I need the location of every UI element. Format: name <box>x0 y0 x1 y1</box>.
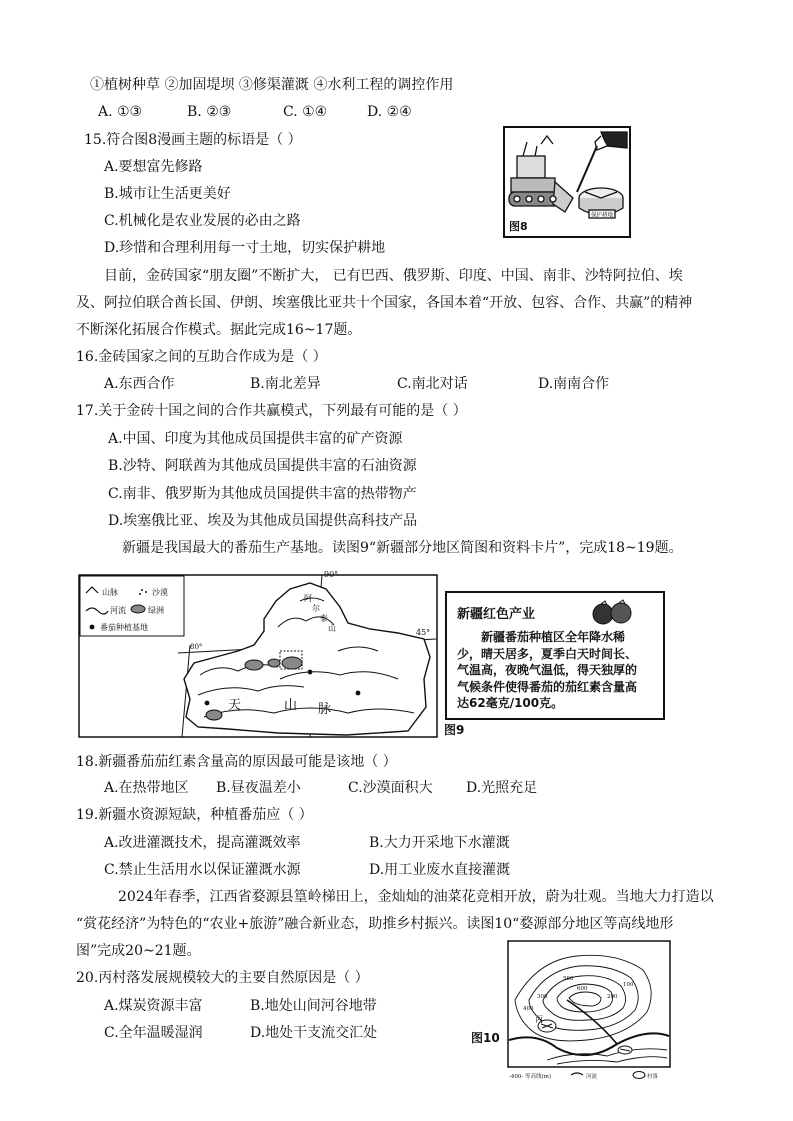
mountain-label-1: 天 <box>228 698 242 713</box>
lat-45-label: 45° <box>416 628 431 637</box>
q18-option-d: D.光照充足 <box>466 780 538 796</box>
legend-village: 村落 <box>647 1074 659 1080</box>
card-line-3: 气温高，夜晚气温低，得天独厚的 <box>457 663 638 677</box>
contour-label-200: 200 <box>607 994 618 1000</box>
q18-stem: 18.新疆番茄茄红素含量高的原因最可能是该地（ ） <box>76 754 397 770</box>
contour-label-600: 600 <box>577 986 588 992</box>
passage-wuyuan-line-3: 图”完成20~21题。 <box>76 943 201 959</box>
q20-option-d: D.地处干支流交汇处 <box>250 1025 378 1041</box>
q14-option-d: D. ②④ <box>367 104 412 120</box>
passage-wuyuan-line-2: “赏花经济”为特色的“农业+旅游”融合新业态，助推乡村振兴。读图10“婺源部分地区等高线地形 <box>76 916 674 932</box>
q15-option-c: C.机械化是农业发展的必由之路 <box>104 213 301 229</box>
figure-8-label: 图8 <box>509 220 528 233</box>
q16-option-d: D.南南合作 <box>538 376 610 392</box>
legend-oasis-icon <box>131 605 145 613</box>
q16-option-a: A.东西合作 <box>104 376 175 392</box>
altai-label-4: 山 <box>328 624 336 633</box>
legend-river-icon <box>571 1073 583 1075</box>
figure-9-info-card <box>445 591 665 720</box>
legend-oasis: 绿洲 <box>148 606 164 615</box>
q20-option-b: B.地处山间河谷地带 <box>250 998 377 1014</box>
tomato-base-dot-2 <box>356 691 361 696</box>
passage-xinjiang: 新疆是我国最大的番茄生产基地。读图9“新疆部分地区简图和资料卡片”，完成18~19题。 <box>122 540 683 556</box>
oasis-1 <box>245 660 263 670</box>
passage-brics-line-2: 及、阿拉伯联合酋长国、伊朗、埃塞俄比亚共十个国家，各国本着“开放、包容、合作、共赢”的精神 <box>76 295 693 311</box>
q16-stem: 16.金砖国家之间的互助合作成为是（ ） <box>76 349 327 365</box>
oasis-2 <box>268 659 280 667</box>
q19-option-c: C.禁止生活用水以保证灌溉水源 <box>104 862 301 878</box>
q16-option-c: C.南北对话 <box>397 376 468 392</box>
tomato-icon <box>587 599 637 625</box>
legend-tomato-icon <box>90 625 95 630</box>
q20-stem: 20.丙村落发展规模较大的主要自然原因是（ ） <box>76 970 369 986</box>
lon-80-label: 80° <box>190 643 203 651</box>
q14-stem: ①植树种草 ②加固堤坝 ③修渠灌溉 ④水利工程的调控作用 <box>90 77 454 93</box>
card-line-1: 新疆番茄种植区全年降水稀 <box>481 630 626 644</box>
q20-option-c: C.全年温暖湿润 <box>104 1025 203 1041</box>
figure-9-label: 图9 <box>444 723 465 737</box>
figure-8-sign: 保护耕地 <box>590 212 614 219</box>
q14-option-c: C. ①④ <box>283 104 328 120</box>
oasis-3 <box>282 657 302 669</box>
q20-option-a: A.煤炭资源丰富 <box>104 998 203 1014</box>
q18-option-c: C.沙漠面积大 <box>348 780 433 796</box>
mountain-label-2: 山 <box>284 698 298 713</box>
passage-brics-line-3: 不断深化拓展合作模式。据此完成16~17题。 <box>76 322 362 338</box>
map-legend <box>80 576 184 636</box>
q17-option-d: D.埃塞俄比亚、埃及为其他成员国提供高科技产品 <box>108 513 418 529</box>
card-line-4: 气候条件使得番茄的茄红素含量高 <box>457 679 638 694</box>
legend-river: 河流 <box>110 606 126 615</box>
q16-option-b: B.南北差异 <box>250 376 321 392</box>
legend-river-10: 河流 <box>586 1074 598 1080</box>
figure-9-map <box>78 567 438 739</box>
legend-desert: 沙漠 <box>152 588 168 597</box>
q17-option-c: C.南非、俄罗斯为其他成员国提供丰富的热带物产 <box>108 486 417 502</box>
figure-10-contour-map <box>507 940 671 1084</box>
fig10-legend <box>509 1072 659 1081</box>
q19-stem: 19.新疆水资源短缺，种植番茄应（ ） <box>76 807 313 823</box>
card-title: 新疆红色产业 <box>457 607 536 622</box>
lon-90-label: 90° <box>324 570 339 579</box>
q15-stem: 15.符合图8漫画主题的标语是（ ） <box>84 132 302 148</box>
card-line-2: 少，晴天居多，夏季白天时间长、 <box>457 646 638 661</box>
passage-brics-line-1: 目前，金砖国家“朋友圈”不断扩大， 已有巴西、俄罗斯、印度、中国、南非、沙特阿拉伯、埃 <box>104 268 683 284</box>
legend-tomato: 番茄种植基地 <box>100 623 148 632</box>
figure-10-label: 图10 <box>471 1031 500 1045</box>
tomato-base-dot-1 <box>308 670 313 675</box>
q17-stem: 17.关于金砖十国之间的合作共赢模式，下列最有可能的是（ ） <box>76 403 467 419</box>
q18-option-b: B.昼夜温差小 <box>216 780 301 796</box>
contour-label-500: 500 <box>563 976 574 982</box>
q19-option-b: B.大力开采地下水灌溉 <box>369 835 510 851</box>
altai-label-3: 泰 <box>320 614 328 623</box>
tomato-base-dot-3 <box>205 701 210 706</box>
q17-option-b: B.沙特、阿联酋为其他成员国提供丰富的石油资源 <box>108 458 417 474</box>
oasis-4 <box>206 710 222 720</box>
legend-desert-icon <box>141 589 143 591</box>
legend-village-icon <box>633 1072 645 1079</box>
q19-option-d: D.用工业废水直接灌溉 <box>369 862 511 878</box>
q15-option-d: D.珍惜和合理利用每一寸土地，切实保护耕地 <box>104 240 386 256</box>
q14-option-b: B. ②③ <box>187 104 232 120</box>
village-bing-label: 丙 <box>535 1015 543 1024</box>
q15-option-a: A.要想富先修路 <box>104 159 203 175</box>
legend-contour: -400- 等高线(m) <box>509 1074 551 1080</box>
contour-label-400: 400 <box>523 1006 534 1012</box>
passage-wuyuan-line-1: 2024年春季，江西省婺源县篁岭梯田上，金灿灿的油菜花竞相开放，蔚为壮观。当地大力打造以 <box>118 889 714 905</box>
contour-label-100: 100 <box>623 982 634 988</box>
q19-option-a: A.改进灌溉技术，提高灌溉效率 <box>104 835 301 851</box>
contour-label-300: 300 <box>537 994 548 1000</box>
q14-option-a: A. ①③ <box>98 104 143 120</box>
card-line-5: 达62毫克/100克。 <box>457 696 564 710</box>
q17-option-a: A.中国、印度为其他成员国提供丰富的矿产资源 <box>108 431 403 447</box>
q15-option-b: B.城市让生活更美好 <box>104 186 231 202</box>
mountain-label-3: 脉 <box>318 702 332 717</box>
altai-label-2: 尔 <box>312 604 320 613</box>
q18-option-a: A.在热带地区 <box>104 780 189 796</box>
legend-mountain: 山脉 <box>102 588 118 597</box>
altai-label-1: 阿 <box>304 594 312 603</box>
figure-8-cartoon <box>503 126 631 238</box>
